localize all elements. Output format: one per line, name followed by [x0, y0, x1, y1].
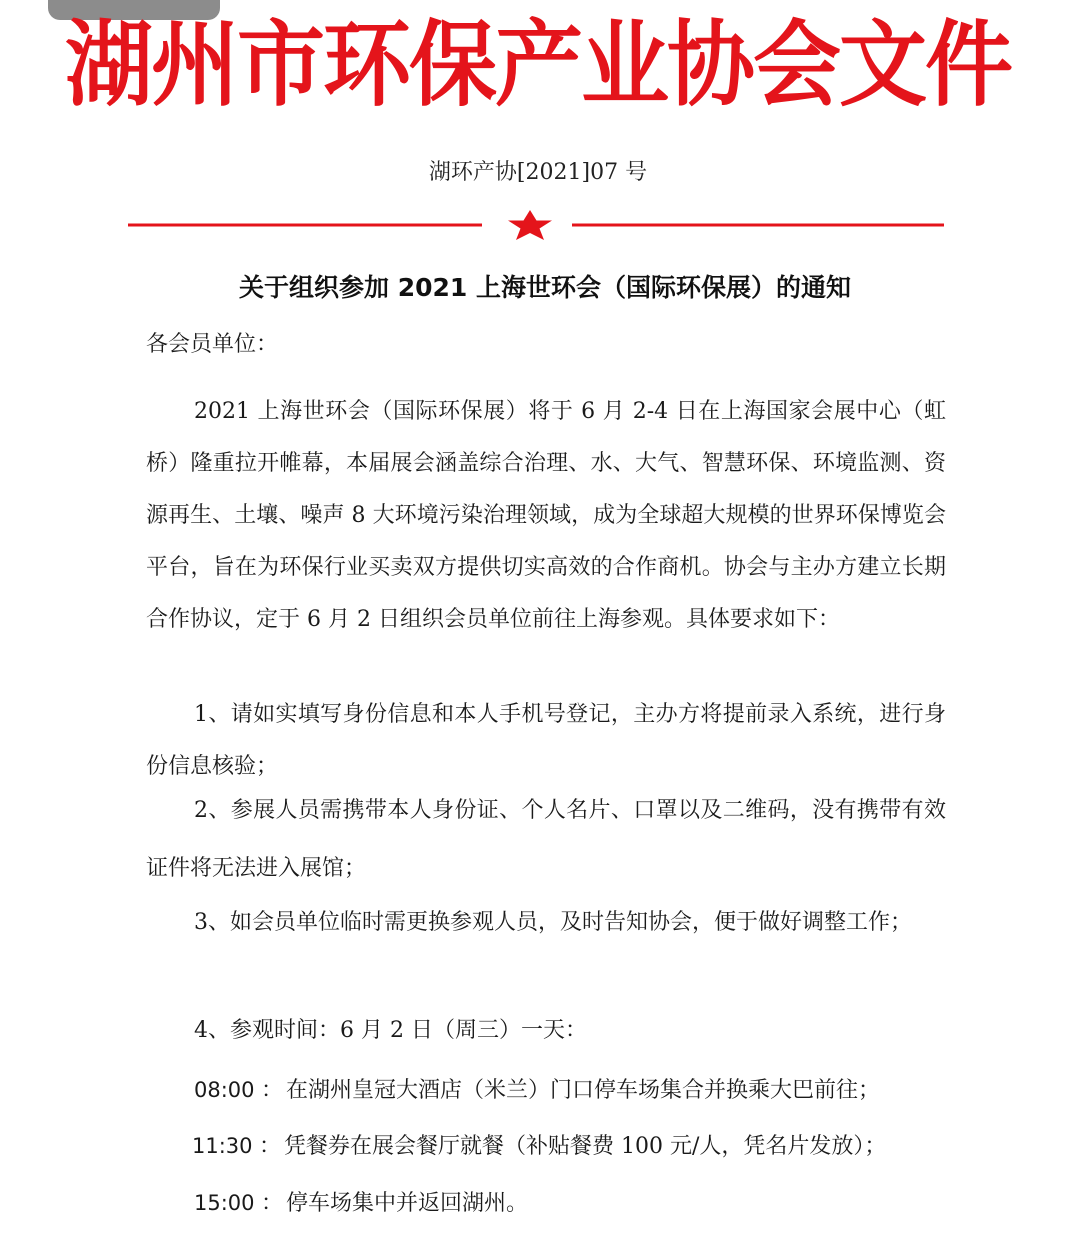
- schedule-row: [194, 1186, 954, 1221]
- intro-paragraph: [146, 386, 946, 646]
- schedule-time: 11:30: [192, 1134, 253, 1158]
- schedule-row: [194, 1073, 954, 1108]
- schedule-time: 08:00: [194, 1078, 255, 1102]
- schedule-separator: ：: [260, 1078, 283, 1103]
- schedule-time: 15:00: [194, 1191, 255, 1215]
- requirement-item-4: [146, 1013, 946, 1049]
- requirement-text: 4、参观时间：6 月 2 日（周三）一天：: [194, 1018, 587, 1043]
- document-header: 湖州市环保产业协会文件: [64, 9, 1011, 120]
- requirement-item-3: [146, 894, 946, 952]
- requirement-text: 2、参展人员需携带本人身份证、个人名片、口罩以及二维码，没有携带有效证件将无法进入展馆；: [146, 798, 946, 881]
- notice-title: 关于组织参加 2021 上海世环会（国际环保展）的通知: [239, 273, 851, 302]
- document-number: 湖环产协[2021]07 号: [428, 160, 648, 185]
- intro-text: 2021 上海世环会（国际环保展）将于 6 月 2-4 日在上海国家会展中心（虹桥）隆重拉开帷幕，本届展会涵盖综合治理、水、大气、智慧环保、环境监测、资源再生、土壤、噪声 8 大环境污染治理领域，成为全球超大规模的世界环保博览会平台，旨在为环保行业买卖双方提供切实高效的合作商机。协会与主办方建立长期合作协议，定于 6 月 2 日组织会员单位前往上海参观。具体要求如下：: [146, 399, 946, 632]
- star-icon: [508, 210, 552, 240]
- requirement-item-2: [146, 782, 946, 898]
- requirement-text: 1、请如实填写身份信息和本人手机号登记，主办方将提前录入系统，进行身份信息核验；: [146, 702, 946, 779]
- schedule-text: 停车场集中并返回湖州。: [286, 1191, 529, 1216]
- red-divider: [128, 210, 944, 240]
- requirement-text: 3、如会员单位临时需更换参观人员，及时告知协会，便于做好调整工作；: [194, 910, 912, 935]
- schedule-text: 在湖州皇冠大酒店（米兰）门口停车场集合并换乘大巴前往；: [286, 1078, 881, 1103]
- requirement-item-1: [146, 689, 946, 793]
- schedule-row: [192, 1129, 952, 1164]
- schedule-text: 凭餐券在展会餐厅就餐（补贴餐费 100 元/人，凭名片发放）；: [284, 1134, 887, 1159]
- schedule-separator: ：: [260, 1191, 283, 1216]
- addressee: 各会员单位：: [146, 332, 279, 357]
- schedule-separator: ：: [258, 1134, 281, 1159]
